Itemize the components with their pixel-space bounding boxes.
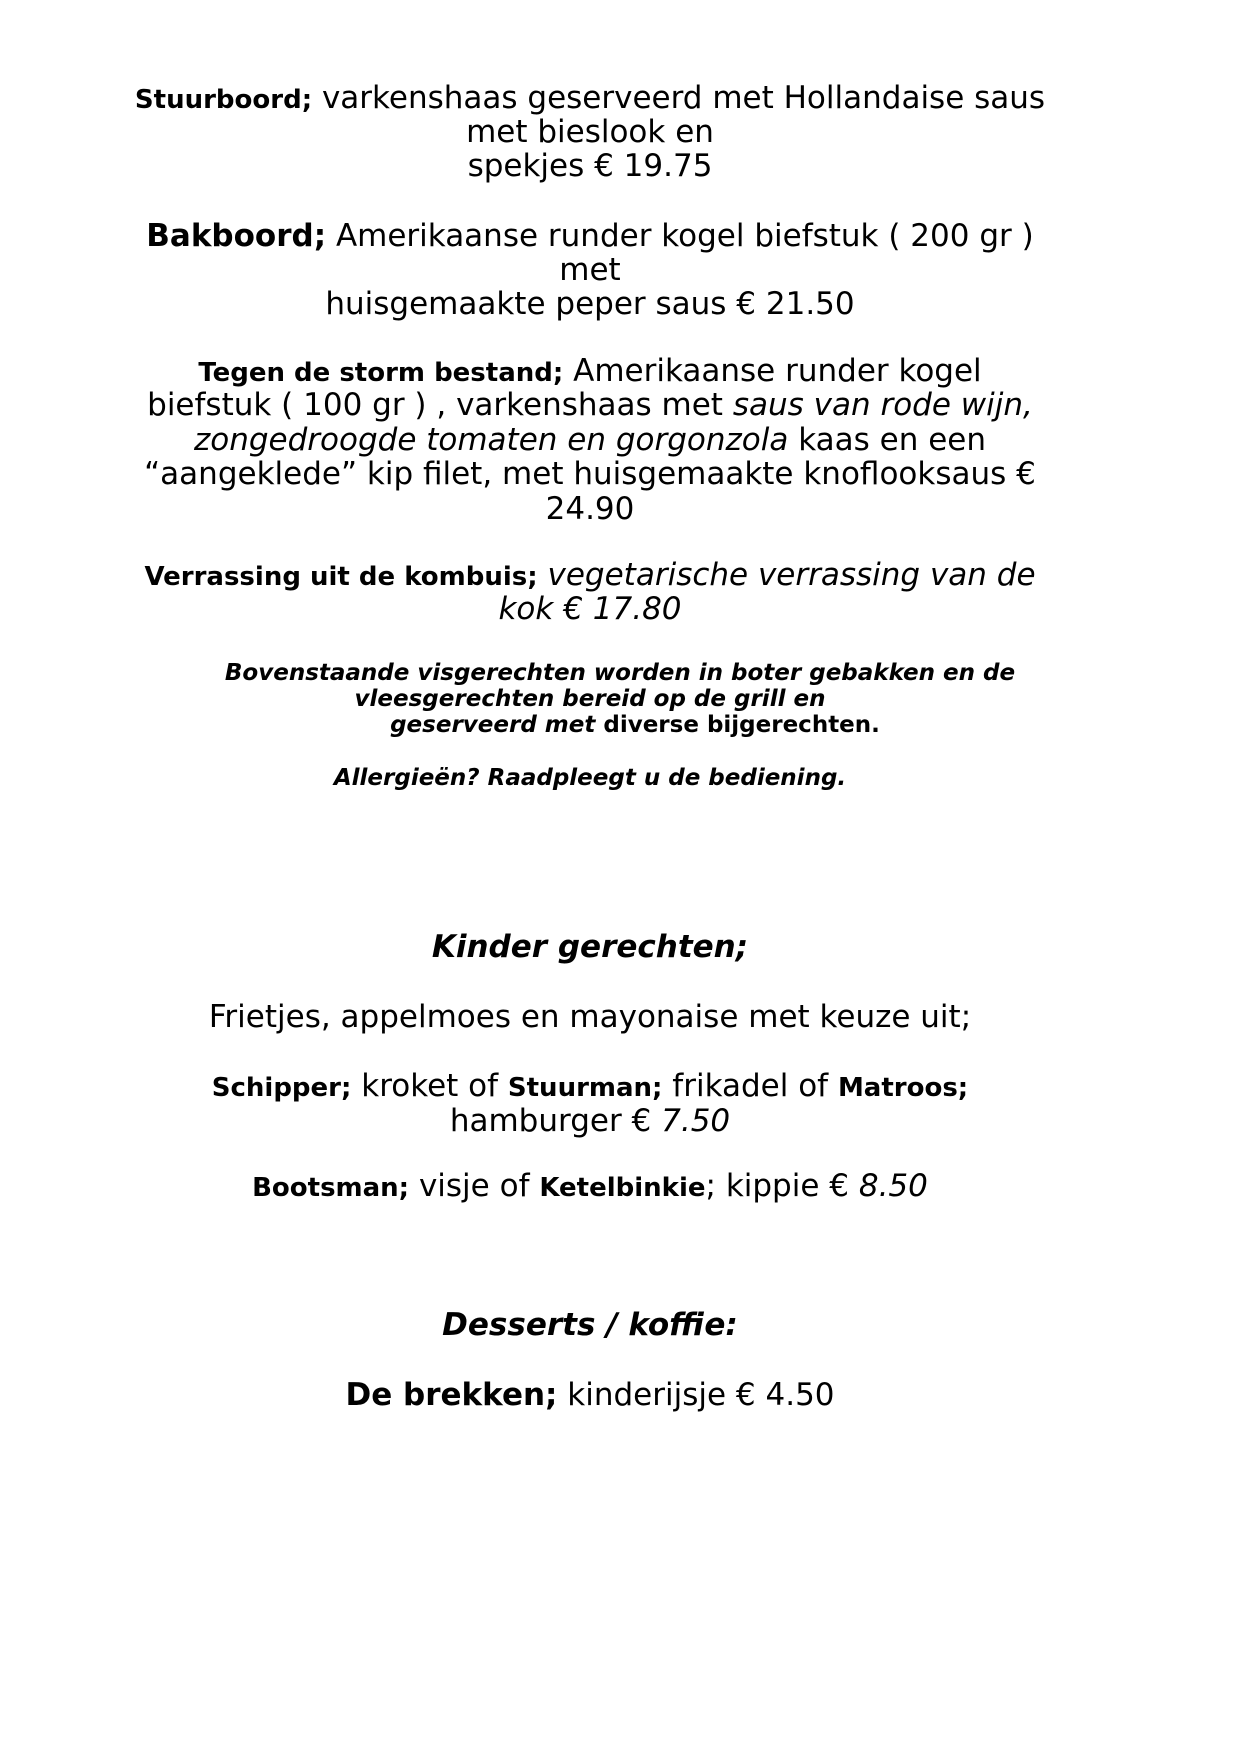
dish-name-verrassing: Verrassing uit de kombuis; [144, 562, 538, 592]
kinder-price-hamburger: 7.50 [661, 1103, 731, 1139]
dish-name-schipper: Schipper; [211, 1073, 352, 1103]
notes-text-3a: geserveerd met [390, 712, 596, 738]
kinder-text-visje: visje of [409, 1168, 540, 1204]
kinder-line-2 [0, 1102, 1180, 1140]
verrassing-description: vegetarische verrassing van de [537, 557, 1036, 593]
storm-line-3 [0, 421, 1180, 459]
dish-name-stuurboord: Stuurboord; [134, 85, 313, 115]
dish-name-storm: Tegen de storm bestand; [198, 358, 564, 388]
kinder-text-hamburger: hamburger € [449, 1103, 662, 1139]
dish-name-matroos: Matroos; [837, 1073, 969, 1103]
notes-text-3b: diverse bijgerechten. [595, 712, 880, 738]
dish-name-brekken: De brekken; [345, 1377, 558, 1413]
storm-text-2a: biefstuk ( 100 gr ) , varkenshaas met [147, 387, 733, 423]
storm-text-3b: kaas en een [788, 422, 987, 458]
kinder-text-frikadel: frikadel of [662, 1068, 838, 1104]
dish-name-bootsman: Bootsman; [252, 1173, 410, 1203]
kinder-line-3 [0, 1167, 1180, 1207]
desserts-line-1 [0, 1376, 1180, 1414]
bakboord-price-line: huisgemaakte peper saus € 21.50 [325, 286, 855, 322]
bakboord-description: Amerikaanse runder kogel biefstuk ( 200 gr ) [326, 218, 1034, 254]
stuurboord-description: varkenshaas geserveerd met Hollandaise saus [312, 80, 1046, 116]
storm-text-3a: zongedroogde tomaten en gorgonzola [193, 422, 789, 458]
kinder-text-kroket: kroket of [351, 1068, 508, 1104]
kinder-line-1 [0, 1067, 1180, 1107]
dish-name-bakboord: Bakboord; [146, 218, 327, 254]
dish-name-stuurman: Stuurman; [507, 1073, 663, 1103]
kinder-text-kippie: ; kippie € [705, 1168, 859, 1204]
bakboord-line-1 [0, 217, 1180, 255]
storm-price-line: 24.90 [545, 491, 635, 527]
notes-line-2: vleesgerechten bereid op de grill en [354, 686, 826, 712]
stuurboord-price-line: spekjes € 19.75 [467, 148, 713, 184]
kinder-price-kippie: 8.50 [858, 1168, 928, 1204]
section-heading-desserts: Desserts / koffie: [442, 1307, 738, 1343]
notes-line-3 [45, 710, 1225, 740]
kinder-intro: Frietjes, appelmoes en mayonaise met keuze uit; [208, 999, 972, 1035]
desserts-text-kinderijsje: kinderijsje € 4.50 [557, 1377, 835, 1413]
bakboord-line-2: met [559, 252, 621, 288]
storm-description-1: Amerikaanse runder kogel [563, 353, 982, 389]
stuurboord-line-2: met bieslook en [466, 114, 714, 150]
storm-line-2 [0, 386, 1180, 424]
section-heading-kinder: Kinder gerechten; [431, 929, 749, 965]
storm-text-2b: saus van rode wijn, [732, 387, 1033, 423]
notes-line-1: Bovenstaande visgerechten worden in boter gebakken en de [224, 660, 1016, 686]
allergy-note: Allergieën? Raadpleegt u de bediening. [333, 765, 847, 791]
verrassing-price-line: kok € 17.80 [498, 591, 682, 627]
storm-line-4: “aangeklede” kip filet, met huisgemaakte knoflooksaus € [144, 456, 1036, 492]
dish-name-ketelbinkie: Ketelbinkie [539, 1173, 706, 1203]
